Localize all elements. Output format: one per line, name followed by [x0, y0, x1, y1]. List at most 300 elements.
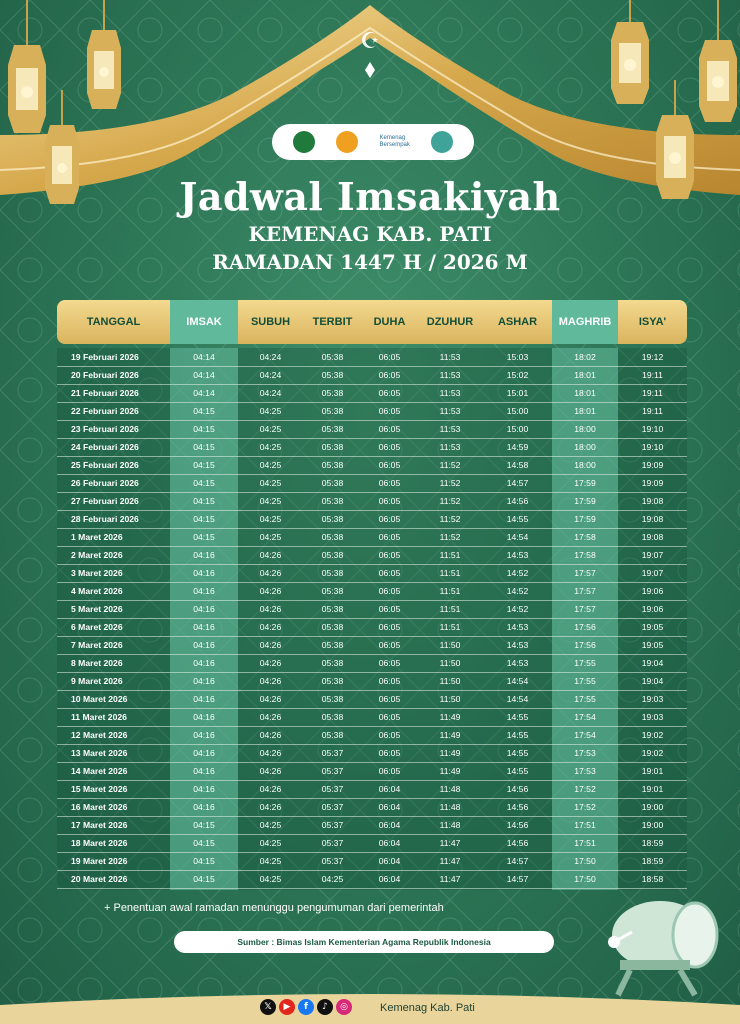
table-header: [57, 300, 687, 344]
cell-terbit: 05:38: [321, 514, 344, 524]
cell-isya: 19:07: [641, 568, 664, 578]
cell-ashar: 14:53: [506, 622, 529, 632]
cell-terbit: 05:38: [321, 424, 344, 434]
table-row: [57, 636, 687, 655]
cell-subuh: 04:25: [259, 478, 282, 488]
cell-duha: 06:05: [378, 748, 401, 758]
cell-terbit: 05:38: [321, 622, 344, 632]
table-row: [57, 420, 687, 439]
facebook-icon[interactable]: f: [298, 999, 314, 1015]
cell-terbit: 05:38: [321, 532, 344, 542]
cell-dzuhur: 11:48: [439, 784, 461, 794]
cell-imsak: 04:15: [193, 856, 215, 866]
cell-isya: 19:02: [641, 748, 664, 758]
cell-ashar: 14:57: [506, 874, 529, 884]
cell-maghrib: 17:55: [574, 694, 596, 704]
cell-dzuhur: 11:49: [439, 712, 461, 722]
cell-maghrib: 17:54: [574, 730, 596, 740]
cell-ashar: 14:52: [506, 586, 529, 596]
table-row: [57, 402, 687, 421]
cell-ashar: 14:52: [506, 604, 529, 614]
cell-tanggal: 15 Maret 2026: [71, 784, 128, 794]
cell-terbit: 05:38: [321, 586, 344, 596]
cell-isya: 19:10: [641, 424, 664, 434]
cell-dzuhur: 11:50: [439, 640, 461, 650]
cell-duha: 06:05: [378, 442, 401, 452]
cell-maghrib: 17:57: [574, 604, 596, 614]
cell-imsak: 04:15: [193, 820, 215, 830]
cell-duha: 06:05: [378, 766, 401, 776]
cell-subuh: 04:25: [259, 514, 282, 524]
social-icons: [260, 999, 352, 1015]
cell-ashar: 14:55: [506, 766, 529, 776]
cell-imsak: 04:15: [193, 424, 215, 434]
cell-duha: 06:05: [378, 586, 401, 596]
cell-imsak: 04:14: [193, 352, 215, 362]
cell-imsak: 04:16: [193, 730, 215, 740]
cell-subuh: 04:26: [259, 604, 282, 614]
schedule-table: [57, 300, 687, 890]
table-row: [57, 690, 687, 709]
cell-dzuhur: 11:53: [439, 406, 461, 416]
cell-terbit: 05:38: [321, 496, 344, 506]
cell-tanggal: 17 Maret 2026: [71, 820, 128, 830]
table-row: [57, 348, 687, 367]
cell-subuh: 04:26: [259, 802, 282, 812]
table-row: [57, 618, 687, 637]
cell-subuh: 04:26: [259, 676, 282, 686]
cell-ashar: 15:00: [506, 424, 529, 434]
cell-dzuhur: 11:49: [439, 748, 461, 758]
cell-terbit: 05:37: [321, 856, 344, 866]
cell-terbit: 05:38: [321, 406, 344, 416]
cell-subuh: 04:26: [259, 694, 282, 704]
cell-tanggal: 7 Maret 2026: [71, 640, 123, 650]
svg-text:☪: ☪: [360, 29, 380, 54]
cell-ashar: 14:55: [506, 514, 529, 524]
cell-imsak: 04:15: [193, 496, 215, 506]
cell-isya: 19:08: [641, 532, 664, 542]
column-header-subuh: SUBUH: [250, 316, 291, 328]
cell-duha: 06:05: [378, 640, 401, 650]
cell-isya: 19:09: [641, 460, 664, 470]
table-row: [57, 672, 687, 691]
cell-tanggal: 6 Maret 2026: [71, 622, 123, 632]
cell-subuh: 04:24: [259, 388, 282, 398]
cell-terbit: 05:38: [321, 640, 344, 650]
cell-imsak: 04:16: [193, 694, 215, 704]
cell-subuh: 04:25: [259, 424, 282, 434]
cell-dzuhur: 11:47: [439, 874, 461, 884]
cell-subuh: 04:25: [259, 838, 282, 848]
cell-ashar: 15:00: [506, 406, 529, 416]
cell-terbit: 05:38: [321, 460, 344, 470]
cell-terbit: 05:37: [321, 748, 344, 758]
cell-imsak: 04:15: [193, 838, 215, 848]
cell-terbit: 05:38: [321, 604, 344, 614]
cell-tanggal: 5 Maret 2026: [71, 604, 123, 614]
cell-tanggal: 9 Maret 2026: [71, 676, 123, 686]
column-header-ashar: ASHAR: [497, 316, 538, 328]
cell-subuh: 04:26: [259, 784, 282, 794]
cell-ashar: 14:56: [506, 496, 529, 506]
cell-subuh: 04:26: [259, 712, 282, 722]
cell-maghrib: 17:56: [574, 640, 596, 650]
cell-maghrib: 18:00: [574, 460, 596, 470]
cell-tanggal: 16 Maret 2026: [71, 802, 128, 812]
table-row: [57, 366, 687, 385]
lantern-icon: [696, 0, 740, 140]
cell-maghrib: 17:55: [574, 676, 596, 686]
cell-dzuhur: 11:51: [439, 550, 461, 560]
cell-subuh: 04:26: [259, 550, 282, 560]
cell-subuh: 04:25: [259, 442, 282, 452]
cell-ashar: 15:02: [506, 370, 529, 380]
cell-ashar: 14:53: [506, 550, 529, 560]
cell-subuh: 04:26: [259, 658, 282, 668]
cell-dzuhur: 11:51: [439, 586, 461, 596]
cell-terbit: 05:38: [321, 478, 344, 488]
cell-isya: 19:11: [642, 370, 663, 380]
cell-terbit: 04:25: [321, 874, 344, 884]
cell-dzuhur: 11:50: [439, 694, 461, 704]
cell-ashar: 14:53: [506, 658, 529, 668]
cell-terbit: 05:38: [321, 694, 344, 704]
column-header-imsak: IMSAK: [170, 300, 238, 344]
logo-text: Kemenag Bersempak: [379, 135, 410, 148]
cell-maghrib: 17:59: [574, 478, 596, 488]
cell-subuh: 04:25: [259, 820, 282, 830]
cell-imsak: 04:16: [193, 658, 215, 668]
cell-dzuhur: 11:50: [439, 658, 461, 668]
cell-dzuhur: 11:50: [439, 676, 461, 686]
column-header-dzuhur: DZUHUR: [426, 316, 474, 328]
cell-tanggal: 4 Maret 2026: [71, 586, 123, 596]
cell-terbit: 05:38: [321, 442, 344, 452]
cell-imsak: 04:16: [193, 622, 215, 632]
cell-isya: 18:58: [641, 874, 664, 884]
cell-dzuhur: 11:53: [439, 424, 461, 434]
cell-imsak: 04:16: [193, 802, 215, 812]
cell-dzuhur: 11:49: [439, 766, 461, 776]
cell-imsak: 04:16: [193, 766, 215, 776]
cell-ashar: 14:55: [506, 730, 529, 740]
cell-isya: 19:03: [641, 712, 664, 722]
cell-terbit: 05:37: [321, 766, 344, 776]
cell-ashar: 15:01: [506, 388, 529, 398]
instagram-icon[interactable]: ◎: [336, 999, 352, 1015]
cell-maghrib: 17:51: [574, 838, 596, 848]
cell-maghrib: 18:00: [574, 442, 596, 452]
cell-duha: 06:05: [378, 658, 401, 668]
cell-imsak: 04:15: [193, 406, 215, 416]
cell-maghrib: 18:00: [574, 424, 596, 434]
cell-dzuhur: 11:47: [439, 838, 461, 848]
cell-ashar: 14:56: [506, 820, 529, 830]
cell-duha: 06:05: [378, 694, 401, 704]
table-row: [57, 870, 687, 889]
cell-imsak: 04:14: [193, 388, 215, 398]
cell-dzuhur: 11:53: [439, 370, 461, 380]
cell-tanggal: 20 Februari 2026: [71, 370, 139, 380]
table-body: [57, 348, 687, 890]
cell-isya: 18:59: [641, 856, 664, 866]
cell-duha: 06:05: [378, 730, 401, 740]
ramadan-logo: [431, 131, 453, 153]
column-header-duha: DUHA: [373, 316, 406, 328]
cell-isya: 19:11: [642, 388, 663, 398]
cell-maghrib: 18:01: [574, 370, 596, 380]
cell-tanggal: 28 Februari 2026: [71, 514, 139, 524]
cell-subuh: 04:25: [259, 532, 282, 542]
table-row: [57, 744, 687, 763]
table-row: [57, 564, 687, 583]
cell-subuh: 04:24: [259, 370, 282, 380]
cell-tanggal: 19 Maret 2026: [71, 856, 128, 866]
cell-duha: 06:05: [378, 532, 401, 542]
cell-dzuhur: 11:52: [439, 478, 461, 488]
cell-duha: 06:05: [378, 676, 401, 686]
cell-imsak: 04:16: [193, 604, 215, 614]
cell-isya: 19:12: [641, 352, 664, 362]
cell-dzuhur: 11:51: [439, 604, 461, 614]
page-subtitle: KEMENAG KAB. PATI: [248, 222, 492, 246]
table-row: [57, 474, 687, 493]
cell-tanggal: 19 Februari 2026: [71, 352, 139, 362]
cell-isya: 19:01: [641, 766, 664, 776]
cell-tanggal: 24 Februari 2026: [71, 442, 139, 452]
social-handle: Kemenag Kab. Pati: [380, 1002, 475, 1014]
cell-isya: 19:00: [641, 802, 664, 812]
table-row: [57, 762, 687, 781]
table-row: [57, 834, 687, 853]
cell-ashar: 14:55: [506, 712, 529, 722]
cell-dzuhur: 11:52: [439, 514, 461, 524]
cell-duha: 06:05: [378, 478, 401, 488]
tiktok-icon[interactable]: ♪: [317, 999, 333, 1015]
cell-terbit: 05:38: [321, 712, 344, 722]
cell-imsak: 04:15: [193, 478, 215, 488]
cell-dzuhur: 11:49: [439, 730, 461, 740]
cell-terbit: 05:37: [321, 802, 344, 812]
cell-imsak: 04:15: [193, 460, 215, 470]
cell-maghrib: 17:50: [574, 874, 596, 884]
x-icon[interactable]: 𝕏: [260, 999, 276, 1015]
cell-maghrib: 17:56: [574, 622, 596, 632]
column-header-maghrib: MAGHRIB: [552, 300, 618, 344]
cell-duha: 06:04: [378, 838, 401, 848]
cell-maghrib: 17:57: [574, 586, 596, 596]
cell-maghrib: 17:57: [574, 568, 596, 578]
cell-duha: 06:04: [378, 874, 401, 884]
cell-maghrib: 17:52: [574, 802, 596, 812]
cell-duha: 06:05: [378, 460, 401, 470]
table-row: [57, 780, 687, 799]
cell-tanggal: 27 Februari 2026: [71, 496, 139, 506]
cell-maghrib: 17:59: [574, 496, 596, 506]
footnote: + Penentuan awal ramadan menunggu pengumuman dari pemerintah: [104, 902, 444, 914]
cell-imsak: 04:15: [193, 874, 215, 884]
cell-imsak: 04:16: [193, 550, 215, 560]
cell-terbit: 05:38: [321, 370, 344, 380]
cell-subuh: 04:25: [259, 874, 282, 884]
cell-duha: 06:05: [378, 424, 401, 434]
table-row: [57, 492, 687, 511]
page-title: Jadwal Imsakiyah: [179, 174, 561, 219]
cell-terbit: 05:38: [321, 676, 344, 686]
cell-maghrib: 17:52: [574, 784, 596, 794]
cell-maghrib: 17:53: [574, 766, 596, 776]
cell-isya: 19:09: [641, 478, 664, 488]
period-label: RAMADAN 1447 H / 2026 M: [212, 250, 528, 274]
cell-imsak: 04:15: [193, 532, 215, 542]
cell-imsak: 04:15: [193, 442, 215, 452]
cell-subuh: 04:26: [259, 730, 282, 740]
cell-ashar: 14:54: [506, 532, 529, 542]
cell-ashar: 14:57: [506, 856, 529, 866]
cell-duha: 06:04: [378, 784, 401, 794]
cell-imsak: 04:16: [193, 676, 215, 686]
cell-duha: 06:05: [378, 622, 401, 632]
cell-terbit: 05:38: [321, 352, 344, 362]
column-header-isya: ISYA': [638, 316, 667, 328]
cell-tanggal: 20 Maret 2026: [71, 874, 128, 884]
cell-maghrib: 17:53: [574, 748, 596, 758]
kemenag-logo: [293, 131, 315, 153]
cell-isya: 18:59: [641, 838, 664, 848]
cell-dzuhur: 11:52: [439, 460, 461, 470]
cell-subuh: 04:25: [259, 496, 282, 506]
cell-subuh: 04:26: [259, 586, 282, 596]
cell-subuh: 04:25: [259, 460, 282, 470]
cell-tanggal: 13 Maret 2026: [71, 748, 128, 758]
cell-ashar: 14:54: [506, 676, 529, 686]
cell-terbit: 05:38: [321, 388, 344, 398]
cell-isya: 19:04: [641, 658, 664, 668]
cell-tanggal: 18 Maret 2026: [71, 838, 128, 848]
cell-ashar: 14:53: [506, 640, 529, 650]
cell-tanggal: 25 Februari 2026: [71, 460, 139, 470]
table-row: [57, 726, 687, 745]
cell-tanggal: 22 Februari 2026: [71, 406, 139, 416]
table-row: [57, 546, 687, 565]
cell-dzuhur: 11:52: [439, 496, 461, 506]
cell-imsak: 04:16: [193, 568, 215, 578]
cell-isya: 19:01: [641, 784, 664, 794]
cell-isya: 19:05: [641, 640, 664, 650]
cell-dzuhur: 11:53: [439, 388, 461, 398]
cell-tanggal: 2 Maret 2026: [71, 550, 123, 560]
cell-maghrib: 18:02: [574, 352, 596, 362]
cell-dzuhur: 11:48: [439, 802, 461, 812]
table-row: [57, 708, 687, 727]
cell-terbit: 05:38: [321, 568, 344, 578]
cell-terbit: 05:37: [321, 838, 344, 848]
cell-subuh: 04:26: [259, 622, 282, 632]
table-row: [57, 654, 687, 673]
cell-isya: 19:11: [642, 406, 663, 416]
cell-isya: 19:00: [641, 820, 664, 830]
cell-terbit: 05:37: [321, 784, 344, 794]
youtube-icon[interactable]: ▶: [279, 999, 295, 1015]
cell-imsak: 04:16: [193, 748, 215, 758]
cell-imsak: 04:15: [193, 514, 215, 524]
cell-subuh: 04:24: [259, 352, 282, 362]
cell-subuh: 04:25: [259, 406, 282, 416]
cell-ashar: 14:55: [506, 748, 529, 758]
cell-ashar: 14:52: [506, 568, 529, 578]
cell-tanggal: 26 Februari 2026: [71, 478, 139, 488]
cell-maghrib: 18:01: [574, 406, 596, 416]
table-row: [57, 798, 687, 817]
cell-subuh: 04:25: [259, 856, 282, 866]
cell-tanggal: 11 Maret 2026: [71, 712, 127, 722]
cell-duha: 06:05: [378, 496, 401, 506]
cell-maghrib: 17:55: [574, 658, 596, 668]
cell-tanggal: 8 Maret 2026: [71, 658, 123, 668]
cell-tanggal: 23 Februari 2026: [71, 424, 139, 434]
cell-maghrib: 17:58: [574, 550, 596, 560]
cell-imsak: 04:16: [193, 784, 215, 794]
table-row: [57, 582, 687, 601]
cell-tanggal: 1 Maret 2026: [71, 532, 123, 542]
cell-imsak: 04:16: [193, 712, 215, 722]
partner-logo: [336, 131, 358, 153]
table-row: [57, 528, 687, 547]
cell-maghrib: 17:50: [574, 856, 596, 866]
lantern-icon: [606, 0, 654, 120]
cell-duha: 06:05: [378, 712, 401, 722]
cell-imsak: 04:14: [193, 370, 215, 380]
cell-maghrib: 17:54: [574, 712, 596, 722]
cell-maghrib: 18:01: [574, 388, 596, 398]
cell-duha: 06:05: [378, 406, 401, 416]
cell-subuh: 04:26: [259, 748, 282, 758]
cell-maghrib: 17:51: [574, 820, 596, 830]
table-row: [57, 852, 687, 871]
cell-duha: 06:04: [378, 802, 401, 812]
cell-dzuhur: 11:47: [439, 856, 461, 866]
cell-isya: 19:08: [641, 496, 664, 506]
column-header-terbit: TERBIT: [312, 316, 353, 328]
cell-tanggal: 12 Maret 2026: [71, 730, 128, 740]
cell-subuh: 04:26: [259, 766, 282, 776]
table-row: [57, 816, 687, 835]
cell-terbit: 05:38: [321, 658, 344, 668]
cell-isya: 19:08: [641, 514, 664, 524]
table-row: [57, 510, 687, 529]
cell-tanggal: 10 Maret 2026: [71, 694, 128, 704]
cell-tanggal: 14 Maret 2026: [71, 766, 128, 776]
cell-dzuhur: 11:51: [439, 568, 461, 578]
table-row: [57, 456, 687, 475]
column-header-tanggal: TANGGAL: [86, 316, 141, 328]
cell-dzuhur: 11:53: [439, 442, 461, 452]
cell-tanggal: 21 Februari 2026: [71, 388, 139, 398]
cell-ashar: 14:58: [506, 460, 529, 470]
cell-isya: 19:03: [641, 694, 664, 704]
cell-duha: 06:05: [378, 388, 401, 398]
table-row: [57, 438, 687, 457]
cell-ashar: 14:59: [506, 442, 529, 452]
cell-isya: 19:05: [641, 622, 664, 632]
cell-imsak: 04:16: [193, 586, 215, 596]
cell-isya: 19:02: [641, 730, 664, 740]
source-label: Sumber : Bimas Islam Kementerian Agama Republik Indonesia: [174, 931, 554, 953]
cell-subuh: 04:26: [259, 640, 282, 650]
cell-duha: 06:05: [378, 604, 401, 614]
lantern-icon: [82, 0, 126, 125]
